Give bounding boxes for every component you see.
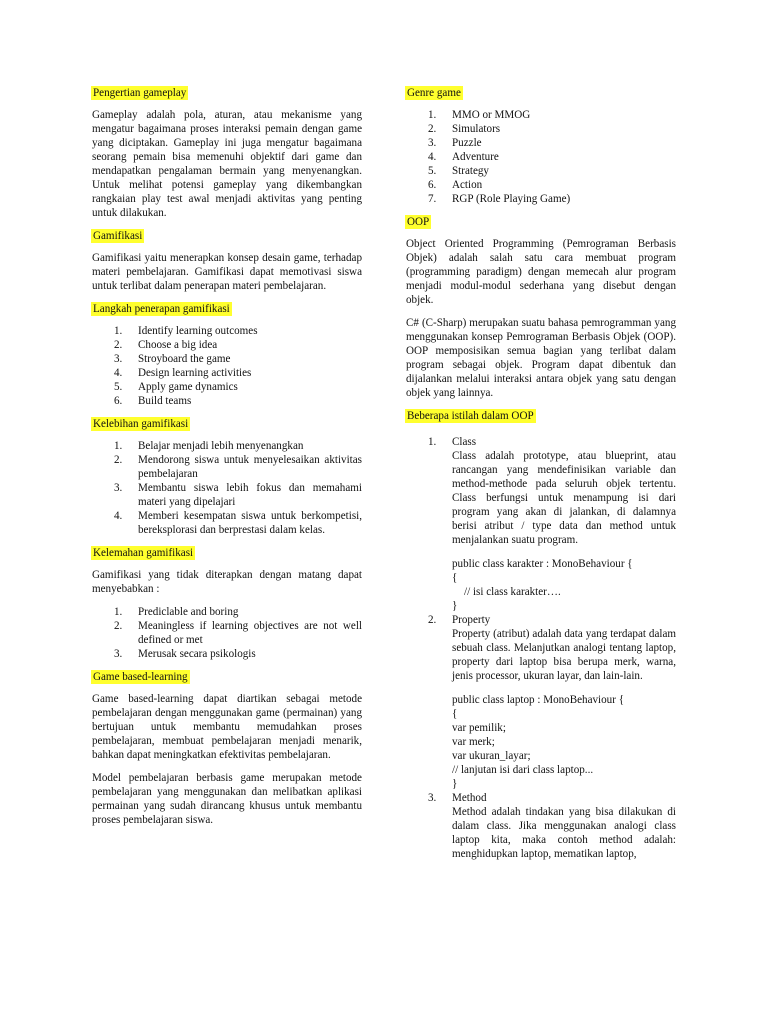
gamifikasi-paragraph: Gamifikasi yaitu menerapkan konsep desain game, terhadap materi pembelajaran. Gamifikasi dapat memotivasi siswa untuk terlibat dalam penerapan materi pembelajaran. [92, 252, 362, 292]
langkah-list [92, 324, 362, 408]
method-title: Method [452, 792, 487, 804]
heading-istilah: Beberapa istilah dalam OOP [407, 410, 534, 422]
list-item: 3. Membantu siswa lebih fokus dan memahami materi yang dipelajari [114, 482, 362, 508]
class-text: Class adalah prototype, atau blueprint, atau rancangan yang mendefinisikan variable dan method-methode pada seluruh objek tertentu. Class berfungsi untuk menampung isi dari program yang akan di jalankan, di dalamnya berisi atribut / type data dan method untuk menjalankan suatu program. [452, 450, 676, 546]
list-item: 2. Choose a big idea [114, 339, 218, 351]
heading-genre: Genre game [407, 87, 461, 99]
gbl-paragraph-1: Game based-learning dapat diartikan sebagai metode pembelajaran dengan menggunakan game (permainan) yang bertujuan untuk membantu memudahkan proses pembelajaran, membuat pembelajaran menjadi menarik, bahkan dapat meningkatkan efektivitas pembelajaran. [92, 693, 362, 761]
heading-oop: OOP [407, 216, 430, 228]
class-title: Class [452, 436, 477, 448]
oop-paragraph-2: C# (C-Sharp) merupakan suatu bahasa pemrogramman yang menggunakan konsep Pemrograman Berbasis Objek (OOP). OOP memposisikan semua bagian yang terlibat dalam program sebagai objek. Program dapat dibentuk dan dijalankan melalui interaksi antara objek yang satu dengan objek yang lainnya. [406, 317, 676, 399]
list-item: 3. Stroyboard the game [114, 353, 231, 365]
list-item: 1. Belajar menjadi lebih menyenangkan [114, 440, 304, 452]
list-item: 6. Build teams [114, 395, 192, 407]
list-item: 4. Design learning activities [114, 367, 252, 379]
gameplay-paragraph: Gameplay adalah pola, aturan, atau mekanisme yang mengatur bagaimana proses interaksi pemain dengan game yang diciptakan. Gameplay ini juga mengatur bagaimana seorang pemain bisa memenuhi objektif dari game dan mendapatkan pengalaman bermain yang menyenangkan. Untuk melihat potensi gameplay yang dikembangkan rangkaian play test awal menjadi aktivitas yang penting untuk dilakukan. [92, 109, 362, 219]
list-item: 5. Apply game dynamics [114, 381, 238, 393]
list-item: 4. Memberi kesempatan siswa untuk berkompetisi, bereksplorasi dan berprestasi dalam kelas. [114, 510, 362, 536]
method-text: Method adalah tindakan yang bisa dilakukan di dalam class. Jika menggunakan analogi class laptop kita, maka contoh method adalah: menghidupkan laptop, mematikan laptop, [452, 806, 676, 860]
property-text: Property (atribut) adalah data yang terdapat dalam sebuah class. Melanjutkan analogi tentang laptop, property dari laptop bisa berupa merk, warna, jenis processor, ukuran layar, dan lain-lain. [452, 628, 676, 682]
list-item: 4. Adventure [428, 151, 499, 163]
list-item-property: 2. Property Property (atribut) adalah data yang terdapat dalam sebuah class. Melanjutkan analogi tentang laptop, property dari laptop bisa berupa merk, warna, jenis processor, ukuran layar, dan lain-lain. public class laptop : MonoBehaviour { { var pemilik; var merk; var ukuran_layar; // lanjutan isi dari class laptop... } [428, 614, 676, 790]
kelebihan-list [92, 439, 362, 537]
property-code: public class laptop : MonoBehaviour { { var pemilik; var merk; var ukuran_layar; // lanjutan isi dari class laptop... } [452, 694, 625, 790]
heading-kelebihan: Kelebihan gamifikasi [93, 418, 189, 430]
list-item: 2. Meaningless if learning objectives are not well defined or met [114, 620, 362, 646]
list-item: 1. Prediclable and boring [114, 606, 239, 618]
list-item: 1. MMO or MMOG [428, 109, 531, 121]
heading-gbl: Game based-learning [93, 671, 188, 683]
list-item: 5. Strategy [428, 165, 489, 177]
list-item: 3. Puzzle [428, 137, 482, 149]
list-item: 1. Identify learning outcomes [114, 325, 258, 337]
list-item: 2. Mendorong siswa untuk menyelesaikan aktivitas pembelajaran [114, 454, 362, 480]
list-item-class: 1. Class Class adalah prototype, atau blueprint, atau rancangan yang mendefinisikan variable dan method-methode pada seluruh objek tertentu. Class berfungsi untuk menampung isi dari program yang akan di jalankan, di dalamnya berisi atribut / type data dan method untuk menjalankan suatu program. public class karakter : MonoBehaviour { { // isi class karakter…. } [428, 436, 676, 612]
kelemahan-list [92, 605, 362, 661]
istilah-list [406, 435, 676, 861]
heading-gameplay: Pengertian gameplay [93, 87, 187, 99]
list-item-method: 3. Method Method adalah tindakan yang bisa dilakukan di dalam class. Jika menggunakan analogi class laptop kita, maka contoh method adalah: menghidupkan laptop, mematikan laptop, [428, 792, 676, 860]
heading-langkah: Langkah penerapan gamifikasi [93, 303, 230, 315]
list-item: 6. Action [428, 179, 483, 191]
class-code: public class karakter : MonoBehaviour { { // isi class karakter…. } [452, 558, 633, 612]
heading-gamifikasi: Gamifikasi [93, 230, 143, 242]
oop-paragraph-1: Object Oriented Programming (Pemrograman Berbasis Objek) adalah salah satu cara membuat program (programming paradigm) dengan memecah alur program menjadi modul-modul sederhana yang disebut dengan objek. [406, 238, 676, 306]
kelemahan-paragraph: Gamifikasi yang tidak diterapkan dengan matang dapat menyebabkan : [92, 569, 362, 595]
genre-list [406, 108, 676, 206]
property-title: Property [452, 614, 491, 626]
left-column [92, 86, 362, 836]
list-item: 7. RGP (Role Playing Game) [428, 193, 571, 205]
list-item: 2. Simulators [428, 123, 501, 135]
right-column [406, 86, 676, 870]
heading-kelemahan: Kelemahan gamifikasi [93, 547, 194, 559]
list-item: 3. Merusak secara psikologis [114, 648, 256, 660]
gbl-paragraph-2: Model pembelajaran berbasis game merupakan metode pembelajaran yang menggunakan dan melibatkan aplikasi permainan yang sudah dirancang khusus untuk membantu proses pembelajaran siswa. [92, 772, 362, 826]
